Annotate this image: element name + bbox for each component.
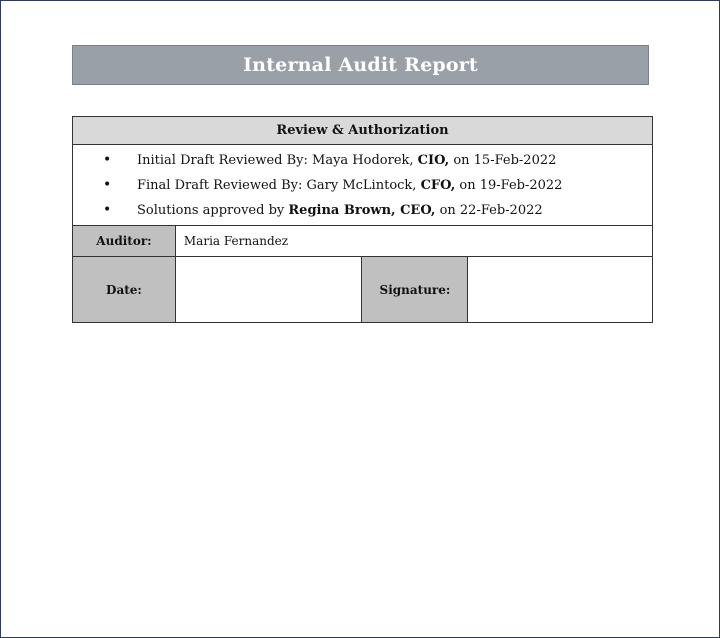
bullet-icon: • <box>103 201 112 218</box>
review-item <box>97 148 652 173</box>
review-heading: Review & Authorization <box>73 117 653 145</box>
review-item <box>97 173 652 198</box>
auditor-label: Auditor: <box>73 226 176 257</box>
review-item-date: on 15-Feb-2022 <box>449 152 557 168</box>
review-item <box>97 198 652 223</box>
review-authorization-table <box>72 116 653 323</box>
review-item-role: CIO, <box>417 152 450 168</box>
signature-label: Signature: <box>362 257 468 323</box>
review-items-cell <box>73 145 653 226</box>
review-item-role: Regina Brown, CEO, <box>288 202 436 218</box>
review-list <box>73 148 652 223</box>
bullet-icon: • <box>103 151 112 168</box>
review-item-text: Initial Draft Reviewed By: Maya Hodorek, <box>137 152 418 168</box>
date-label: Date: <box>73 257 176 323</box>
review-item-date: on 19-Feb-2022 <box>455 177 563 193</box>
review-item-date: on 22-Feb-2022 <box>435 202 543 218</box>
report-title: Internal Audit Report <box>72 45 649 85</box>
date-field[interactable] <box>175 257 362 323</box>
review-item-text: Solutions approved by <box>137 202 289 218</box>
bullet-icon: • <box>103 176 112 193</box>
auditor-field[interactable]: Maria Fernandez <box>175 226 652 257</box>
review-item-role: CFO, <box>420 177 456 193</box>
signature-field[interactable] <box>468 257 653 323</box>
review-item-text: Final Draft Reviewed By: Gary McLintock, <box>137 177 421 193</box>
